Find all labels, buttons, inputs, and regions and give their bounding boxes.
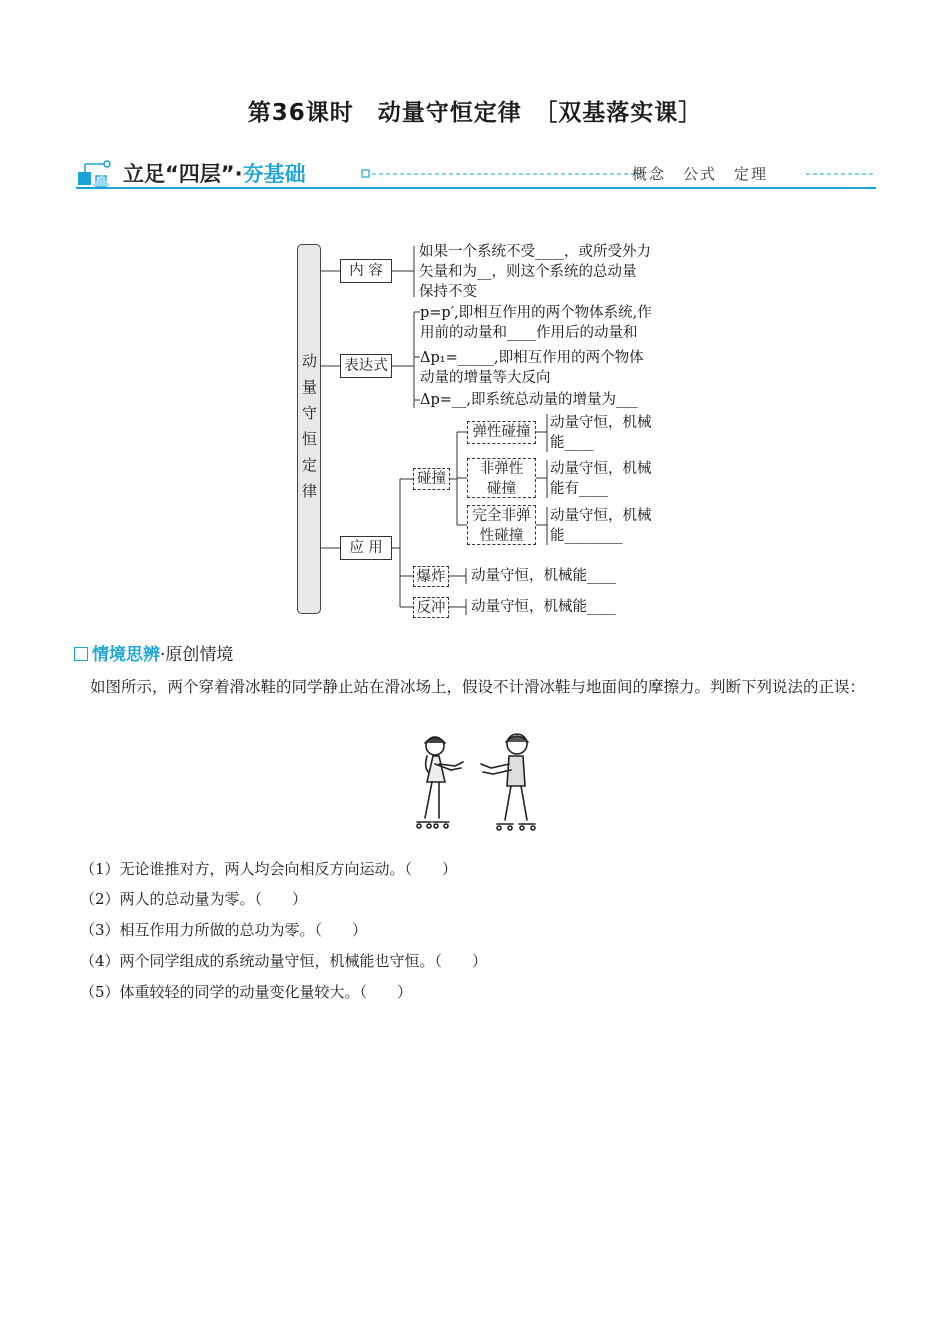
expression-line: Δp=__,即系统总动量的增量为___ [420,392,638,408]
inelastic-result: 动量守恒，机械 [550,461,652,477]
content-line: 保持不变 [419,284,477,300]
root-char: 定 [302,456,318,474]
question-item: （3）相互作用力所做的总功为零。（ ） [80,921,368,939]
node-perfectly-inelastic-collision: 完全非弹 性碰撞 [467,505,536,545]
banner-title: 立足“四层”·夯基础 [123,162,306,186]
expression-line: Δp₁=_____,即相互作用的两个物体 [420,350,644,366]
node-recoil: 反冲 [413,597,449,618]
root-char: 律 [302,482,318,500]
banner-tags: 概念 公式 定理 [631,165,768,183]
elastic-result: 能____ [550,435,594,451]
root-char: 动 [302,352,318,370]
question-item: （4）两个同学组成的系统动量守恒，机械能也守恒。（ ） [80,952,488,970]
question-item: （5）体重较轻的同学的动量变化量较大。（ ） [80,983,413,1001]
root-char: 守 [302,404,318,422]
scenario-paragraph: 如图所示，两个穿着滑冰鞋的同学静止站在滑冰场上，假设不计滑冰鞋与地面间的摩擦力。判断下列说法的正误： [90,678,866,696]
node-inelastic-collision: 非弹性 碰撞 [467,458,536,498]
expression-line: 动量的增量等大反向 [420,370,551,386]
content-line: 如果一个系统不受____，或所受外力 [419,244,651,260]
skaters-illustration [405,730,545,840]
node-elastic-collision: 弹性碰撞 [467,421,536,444]
elastic-result: 动量守恒，机械 [550,415,652,431]
checkbox-square-icon [74,647,88,661]
node-application: 应 用 [340,536,392,560]
content-line: 矢量和为__，则这个系统的总动量 [419,264,637,280]
page-title: 第36课时 动量守恒定律 ［双基落实课］ [247,100,703,126]
root-char: 恒 [302,430,318,448]
question-item: （2）两人的总动量为零。（ ） [80,890,308,908]
node-content: 内 容 [340,259,392,283]
node-collision: 碰撞 [413,468,450,490]
explosion-result: 动量守恒，机械能____ [471,568,616,584]
perfect-result: 能________ [550,528,623,544]
node-expression: 表达式 [340,354,392,378]
perfect-result: 动量守恒，机械 [550,508,652,524]
inelastic-result: 能有____ [550,481,608,497]
root-char: 量 [302,378,318,396]
question-item: （1）无论谁推对方，两人均会向相反方向运动。（ ） [80,860,458,878]
recoil-result: 动量守恒，机械能____ [471,599,616,615]
expression-line: 用前的动量和____作用后的动量和 [420,325,638,341]
expression-line: p=p′,即相互作用的两个物体系统,作 [420,305,652,321]
node-explosion: 爆炸 [413,566,449,587]
section-heading: 情境思辨·原创情境 [74,640,233,665]
